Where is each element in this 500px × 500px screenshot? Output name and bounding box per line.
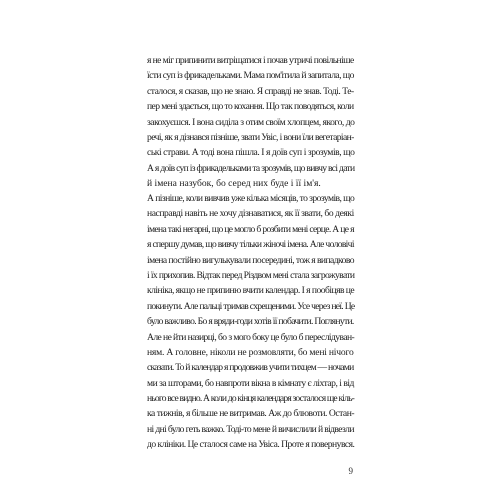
text-line: насправді навіть не хочу дізнаватися, як її звати, бо деякі <box>147 208 354 220</box>
text-line: і їх прихопив. Відтак перед Різдвом мені стала загрожувати <box>147 269 355 281</box>
text-line: я спершу думав, що вивчу тільки жіночі імена. Але чоловічі <box>147 239 354 251</box>
text-line: було важливо. Бо я вряди-годи хотів її побачити. Поглянути. <box>147 316 354 328</box>
text-line: до клініки. Це сталося саме на Увіса. Проте я повернувся. <box>147 439 355 451</box>
text-line: я не міг припинити витріщатися і почав утричі повільніше <box>147 55 354 66</box>
page-number: 9 <box>348 466 353 476</box>
text-line: А я доїв суп із фрикадельками та зрозумів, що вивчу всі дати <box>147 162 355 174</box>
text-line: й імена назубок, бо серед них буде і її ім'я. <box>147 178 321 190</box>
text-line: ні дні було геть важко. Тоді-то мене й вичислили й відвезли <box>147 423 354 435</box>
text-line: клініка, якщо не припиню вчити календар. І я пообіцяв це <box>147 285 355 297</box>
text-line: їсти суп із фрикадельками. Мама пом'ітила й запитала, що <box>147 70 354 82</box>
text-line: А пізніше, коли вивчив уже кілька місяців, то зрозумів, що <box>147 193 355 204</box>
text-line: нього все видно. А коли до кінця календаря зосталося ще кіль- <box>147 393 355 405</box>
text-line: пер мені здається, що то кохання. Що так поводяться, коли <box>147 101 354 113</box>
text-line: речі, як я дізнався пізніше, звати Увіс, і вони їли вегетаріан- <box>147 131 354 143</box>
text-line: покинути. Але пальці тримав схрещеними. Усе через неї. Це <box>147 300 355 312</box>
text-line: закохуєшся. І вона сиділа з отим своїм хлопцем, якого, до <box>147 116 355 128</box>
text-line: імена постійно вигулькували посередині, тож я випадково <box>147 254 355 266</box>
text-line: ські страви. А тоді вона пішла. І я доїв суп і зрозумів, що <box>147 147 355 159</box>
text-line: Але не йти назирці, бо з мого боку це було б переслідуван- <box>147 331 355 343</box>
text-line: ка тижнів, я більше не витримав. Аж до блювоти. Остан- <box>147 408 355 420</box>
text-line: ням. А головне, ніколи не розмовляти, бо мені нічого <box>147 346 354 358</box>
paragraph-2 <box>147 191 354 453</box>
text-line: сталося, я сказав, що не знаю. Я справді не знав. Тоді. Те- <box>147 85 354 97</box>
text-line: ми за шторами, бо навпроти вікна в кімнату є ліхтар, і від <box>147 377 354 389</box>
text-line: імена такі негарні, що це могло б розбити мені серце. А це я <box>147 223 354 235</box>
text-line: сказати. То й календар я продовжив учити тихцем — ночами <box>147 362 354 374</box>
paragraph-1 <box>147 53 354 192</box>
